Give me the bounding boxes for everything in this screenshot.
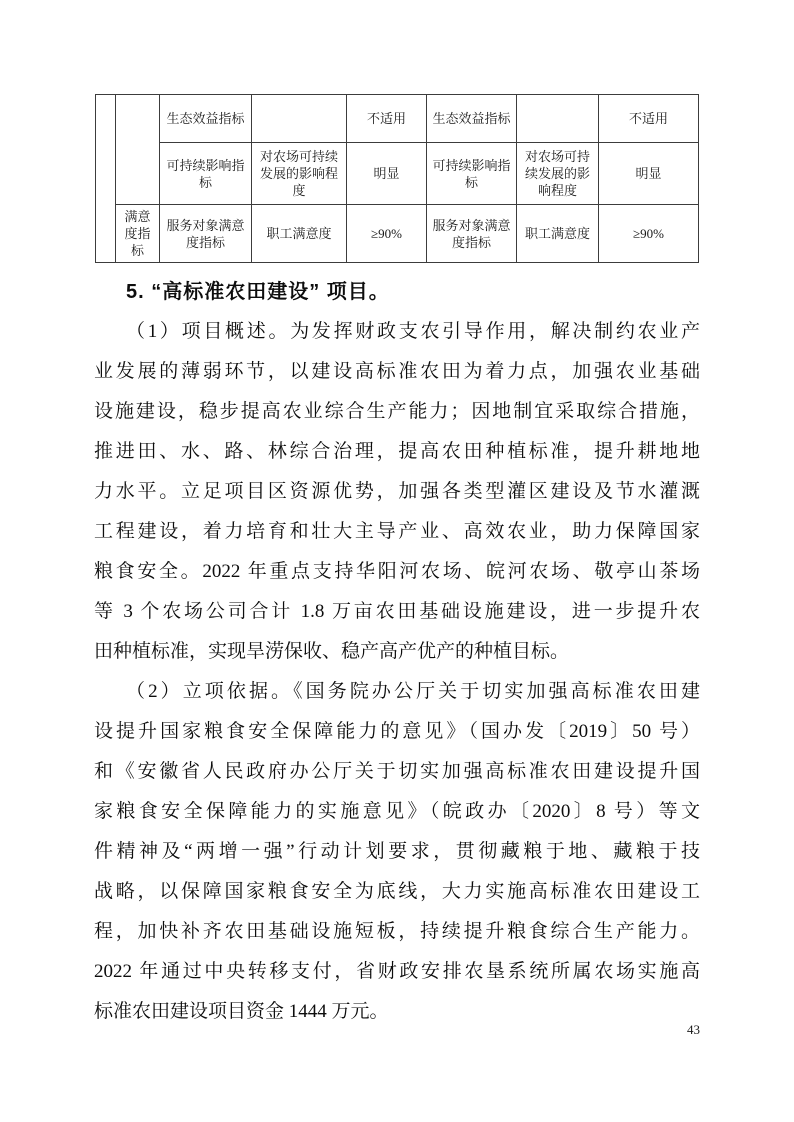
paragraph-project-overview [94, 312, 700, 672]
table-cell-indicator: 服务对象满意度指标 [427, 205, 517, 263]
table-cell-value: ≥90% [347, 205, 427, 263]
paragraph-line: 工程建设，着力培育和壮大主导产业、高效农业，助力保障国家 [94, 521, 700, 542]
paragraph-line: 业发展的薄弱环节，以建设高标准农田为着力点，加强农业基础 [94, 361, 700, 382]
table-cell-value: 不适用 [599, 95, 699, 143]
paragraph-line: 设提升国家粮食安全保障能力的意见》（国办发〔2019〕50 号） [94, 721, 700, 742]
paragraph-line: 力水平。立足项目区资源优势，加强各类型灌区建设及节水灌溉 [94, 481, 700, 502]
paragraph-line: 粮食安全。2022 年重点支持华阳河农场、皖河农场、敬亭山茶场 [94, 561, 700, 582]
paragraph-line: （1）项目概述。为发挥财政支农引导作用，解决制约农业产 [126, 321, 700, 342]
table-cell-indicator: 生态效益指标 [427, 95, 517, 143]
paragraph-line: 设施建设，稳步提高农业综合生产能力；因地制宜采取综合措施， [94, 401, 700, 422]
page-number: 43 [687, 1022, 700, 1037]
paragraph-line: 田种植标准，实现旱涝保收、稳产高产优产的种植目标。 [94, 641, 570, 662]
body-text [94, 272, 700, 1032]
table-cell-value: 明显 [347, 143, 427, 205]
paragraph-line: 战略，以保障国家粮食安全为底线，大力实施高标准农田建设工 [94, 881, 700, 902]
table-cell-value: 不适用 [347, 95, 427, 143]
paragraph-line: 和《安徽省人民政府办公厅关于切实加强高标准农田建设提升国 [94, 761, 700, 782]
table-row [96, 143, 699, 205]
paragraph-line: 标准农田建设项目资金 1444 万元。 [94, 1001, 389, 1022]
paragraph-project-basis [94, 672, 700, 1032]
paragraph-line: 推进田、水、路、林综合治理，提高农田种植标准，提升耕地地 [94, 441, 700, 462]
table-cell-content: 对农场可持续发展的影响程度 [252, 143, 347, 205]
table-cell-content [517, 95, 599, 143]
table-cell-content: 对农场可持续发展的影响程度 [517, 143, 599, 205]
table-cell-indicator: 生态效益指标 [160, 95, 252, 143]
table-cell-level1-category-empty [96, 95, 116, 263]
section-heading: 5. “高标准农田建设” 项目。 [126, 281, 390, 303]
table-cell-indicator: 可持续影响指标 [160, 143, 252, 205]
table-cell-content: 职工满意度 [252, 205, 347, 263]
table-row [96, 95, 699, 143]
table-cell-content [252, 95, 347, 143]
table-cell-indicator: 可持续影响指标 [427, 143, 517, 205]
table-cell-level2-category-empty [116, 95, 160, 205]
table-cell-level2-category: 满意度指标 [116, 205, 160, 263]
table-cell-value: ≥90% [599, 205, 699, 263]
paragraph-line: （2）立项依据。《国务院办公厅关于切实加强高标准农田建 [126, 681, 700, 702]
paragraph-line: 程，加快补齐农田基础设施短板，持续提升粮食综合生产能力。 [94, 921, 700, 942]
indicator-table [95, 94, 699, 263]
paragraph-line: 家粮食安全保障能力的实施意见》（皖政办〔2020〕8 号）等文 [94, 801, 700, 822]
table-row [96, 205, 699, 263]
paragraph-line: 件精神及“两增一强”行动计划要求，贯彻藏粮于地、藏粮于技 [94, 841, 700, 862]
table-cell-value: 明显 [599, 143, 699, 205]
paragraph-line: 2022 年通过中央转移支付，省财政安排农垦系统所属农场实施高 [94, 961, 700, 982]
table-cell-content: 职工满意度 [517, 205, 599, 263]
table-cell-indicator: 服务对象满意度指标 [160, 205, 252, 263]
paragraph-line: 等 3 个农场公司合计 1.8 万亩农田基础设施建设，进一步提升农 [94, 601, 700, 622]
